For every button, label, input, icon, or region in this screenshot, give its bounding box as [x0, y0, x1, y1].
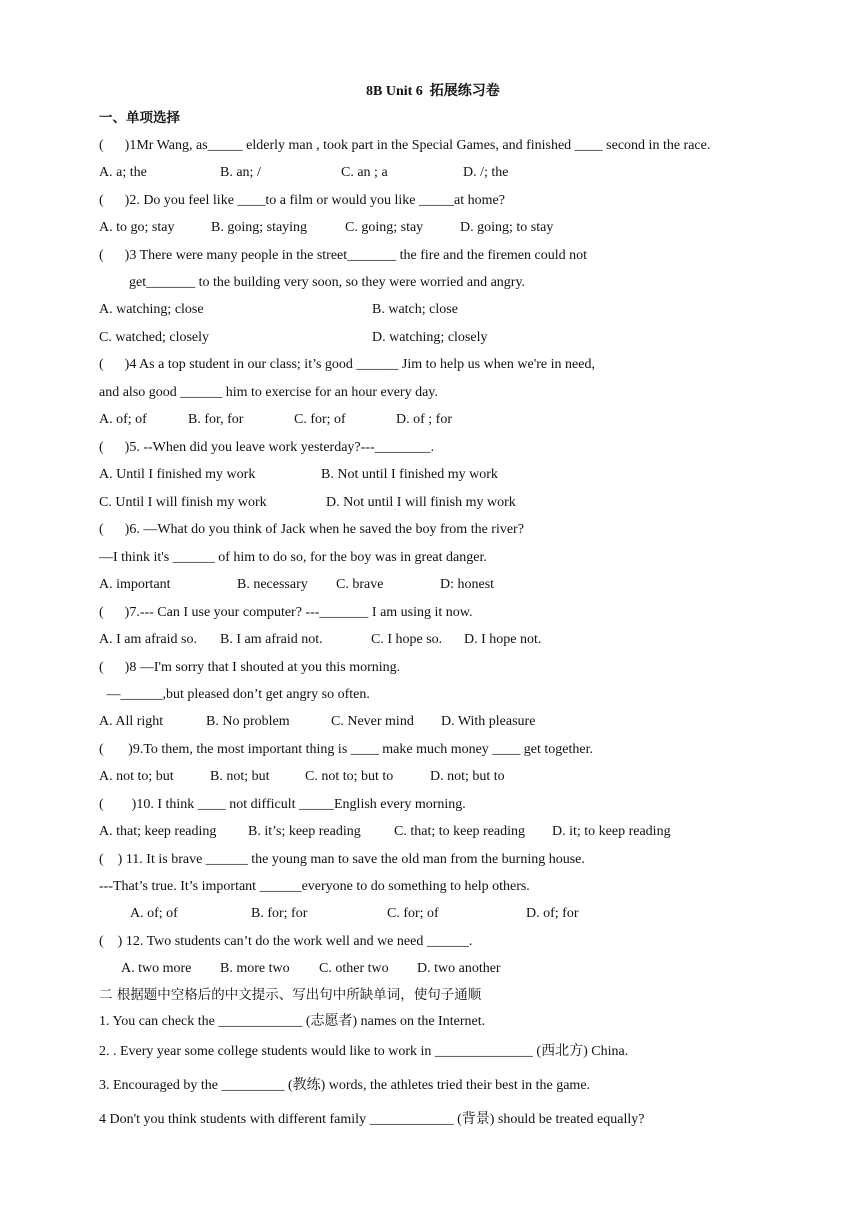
question-11-stem: ( ) 11. It is brave ______ the young man to save the old man from the burning house. — [99, 852, 585, 867]
question-9-option-b: B. not; but — [210, 769, 270, 784]
question-12-option-a: A. two more — [121, 961, 192, 976]
question-1-option-a: A. a; the — [99, 165, 147, 180]
question-4-stem: ( )4 As a top student in our class; it’s good ______ Jim to help us when we're in need, — [99, 357, 595, 372]
worksheet-title: 8B Unit 6 拓展练习卷 — [366, 84, 500, 99]
question-7-option-a: A. I am afraid so. — [99, 632, 197, 647]
question-2-option-a: A. to go; stay — [99, 220, 175, 235]
section-2-item-2: 2. . Every year some college students would like to work in ______________ (西北方) China. — [99, 1044, 629, 1059]
question-11-option-c: C. for; of — [387, 906, 439, 921]
question-7-option-c: C. I hope so. — [371, 632, 443, 647]
question-1-option-b: B. an; / — [220, 165, 261, 180]
question-12-option-b: B. more two — [220, 961, 290, 976]
question-5-stem: ( )5. --When did you leave work yesterday?---________. — [99, 440, 435, 455]
section-2-heading: 二 根据题中空格后的中文提示、写出句中所缺单词，使句子通顺 — [99, 987, 482, 1003]
question-4-option-c: C. for; of — [294, 412, 346, 427]
question-6-option-b: B. necessary — [237, 577, 308, 592]
question-3-option-b: B. watch; close — [372, 302, 458, 317]
question-1-stem: ( )1Mr Wang, as_____ elderly man , took part in the Special Games, and finished ____ second in the race. — [99, 138, 711, 153]
question-5-option-a: A. Until I finished my work — [99, 467, 256, 482]
question-6-stem-line-2: —I think it's ______ of him to do so, for the boy was in great danger. — [99, 550, 487, 565]
question-3-option-a: A. watching; close — [99, 302, 204, 317]
question-1-option-d: D. /; the — [463, 165, 509, 180]
question-8-option-c: C. Never mind — [331, 714, 414, 729]
question-12-option-c: C. other two — [319, 961, 389, 976]
question-8-option-d: D. With pleasure — [441, 714, 536, 729]
question-12-option-d: D. two another — [417, 961, 501, 976]
question-8-option-a: A. All right — [99, 714, 164, 729]
question-1-option-c: C. an ; a — [341, 165, 388, 180]
question-9-option-c: C. not to; but to — [305, 769, 394, 784]
question-3-stem: ( )3 There were many people in the street_______ the fire and the firemen could not — [99, 248, 588, 263]
section-2-item-3: 3. Encouraged by the _________ (教练) words, the athletes tried their best in the game. — [99, 1078, 591, 1093]
question-8-option-b: B. No problem — [206, 714, 290, 729]
question-7-option-d: D. I hope not. — [464, 632, 542, 647]
question-9-option-a: A. not to; but — [99, 769, 174, 784]
question-2-option-c: C. going; stay — [345, 220, 424, 235]
question-4-stem-line-2: and also good ______ him to exercise for an hour every day. — [99, 385, 438, 400]
question-10-stem: ( )10. I think ____ not difficult _____English every morning. — [99, 797, 466, 812]
question-7-stem: ( )7.--- Can I use your computer? ---_______ I am using it now. — [99, 605, 473, 620]
question-3-option-d: D. watching; closely — [372, 330, 488, 345]
question-4-option-d: D. of ; for — [396, 412, 452, 427]
question-9-stem: ( )9.To them, the most important thing is ____ make much money ____ get together. — [99, 742, 593, 757]
question-5-option-c: C. Until I will finish my work — [99, 495, 267, 510]
question-6-stem: ( )6. —What do you think of Jack when he saved the boy from the river? — [99, 522, 524, 537]
question-11-stem-line-2: ---That’s true. It’s important ______everyone to do something to help others. — [99, 879, 530, 894]
question-2-option-d: D. going; to stay — [460, 220, 554, 235]
question-10-option-c: C. that; to keep reading — [394, 824, 526, 839]
question-6-option-c: C. brave — [336, 577, 384, 592]
question-7-option-b: B. I am afraid not. — [220, 632, 323, 647]
question-5-option-b: B. Not until I finished my work — [321, 467, 498, 482]
question-10-option-d: D. it; to keep reading — [552, 824, 671, 839]
question-8-stem-line-2: —______,but pleased don’t get angry so often. — [103, 687, 370, 702]
section-2-item-1: 1. You can check the ____________ (志愿者) names on the Internet. — [99, 1014, 486, 1029]
question-12-stem: ( ) 12. Two students can’t do the work well and we need ______. — [99, 934, 473, 949]
question-4-option-a: A. of; of — [99, 412, 147, 427]
question-2-stem: ( )2. Do you feel like ____to a film or would you like _____at home? — [99, 193, 505, 208]
question-4-option-b: B. for, for — [188, 412, 244, 427]
question-8-stem: ( )8 —I'm sorry that I shouted at you this morning. — [99, 660, 401, 675]
question-9-option-d: D. not; but to — [430, 769, 505, 784]
question-10-option-b: B. it’s; keep reading — [248, 824, 361, 839]
question-10-option-a: A. that; keep reading — [99, 824, 217, 839]
question-6-option-a: A. important — [99, 577, 171, 592]
question-5-option-d: D. Not until I will finish my work — [326, 495, 516, 510]
question-3-option-c: C. watched; closely — [99, 330, 210, 345]
question-3-stem-line-2: get_______ to the building very soon, so they were worried and angry. — [129, 275, 526, 290]
question-11-option-a: A. of; of — [130, 906, 178, 921]
section-2-item-4: 4 Don't you think students with different family ____________ (背景) should be treated equally? — [99, 1112, 645, 1127]
question-11-option-d: D. of; for — [526, 906, 579, 921]
question-6-option-d: D: honest — [440, 577, 495, 592]
question-11-option-b: B. for; for — [251, 906, 308, 921]
question-2-option-b: B. going; staying — [211, 220, 308, 235]
section-1-heading: 一、单项选择 — [99, 110, 180, 126]
